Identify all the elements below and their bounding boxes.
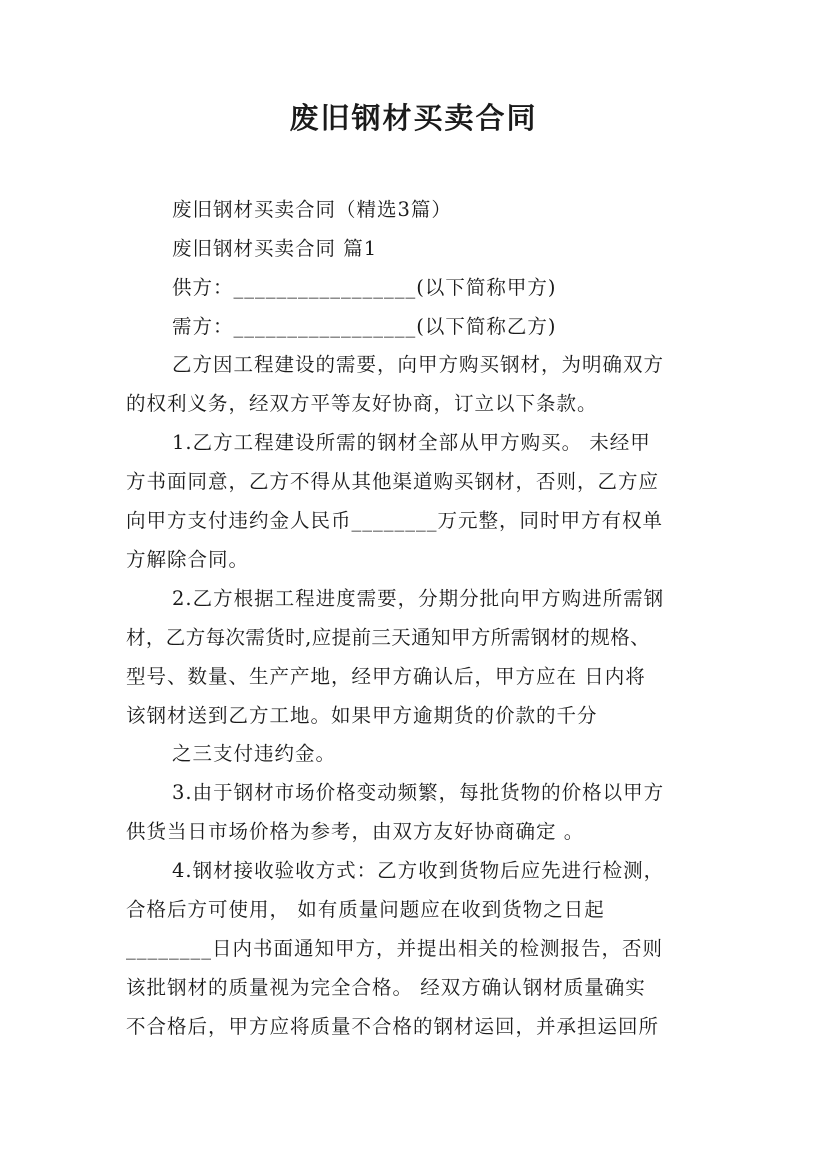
clause-4-line: 4.钢材接收验收方式：乙方收到货物后应先进行检测， [172, 859, 665, 882]
clause-3-line: 供货当日市场价格为参考，由双方友好协商确定 。 [126, 820, 585, 843]
clause-4-line: 该批钢材的质量视为完全合格。 经双方确认钢材质量确实 [126, 976, 646, 999]
clause-2-line: 型号、数量、生产产地，经甲方确认后，甲方应在 日内将 [126, 665, 646, 688]
clause-1-line: 1.乙方工程建设所需的钢材全部从甲方购买。 未经甲 [172, 431, 651, 454]
clause-2-line: 该钢材送到乙方工地。如果甲方逾期货的价款的千分 [126, 704, 598, 727]
clause-2-line: 之三支付违约金。 [172, 742, 337, 765]
paragraph-line: 的权利义务，经双方平等友好协商，订立以下条款。 [126, 392, 598, 415]
clause-1-line: 方书面同意，乙方不得从其他渠道购买钢材，否则，乙方应 [126, 470, 660, 493]
supplier-line: 供方：_________________(以下简称甲方) [172, 276, 557, 299]
buyer-line: 需方：_________________(以下简称乙方) [172, 315, 557, 338]
clause-1-line: 方解除合同。 [126, 548, 250, 571]
clause-2-line: 2.乙方根据工程进度需要，分期分批向甲方购进所需钢 [172, 587, 665, 610]
clause-1-line: 向甲方支付违约金人民币________万元整，同时甲方有权单 [126, 509, 664, 532]
paragraph-line: 乙方因工程建设的需要，向甲方购买钢材，为明确双方 [172, 353, 665, 376]
clause-4-line: 合格后方可使用， 如有质量问题应在收到货物之日起 [126, 898, 605, 921]
section-heading: 废旧钢材买卖合同 篇1 [172, 237, 378, 260]
clause-4-line: ________日内书面通知甲方，并提出相关的检测报告，否则 [126, 937, 664, 960]
clause-2-line: 材，乙方每次需货时,应提前三天通知甲方所需钢材的规格、 [126, 626, 650, 649]
document-title: 废旧钢材买卖合同 [289, 101, 538, 135]
clause-3-line: 3.由于钢材市场价格变动频繁，每批货物的价格以甲方 [172, 781, 665, 804]
subtitle-line: 废旧钢材买卖合同（精选3篇） [172, 198, 452, 221]
clause-4-line: 不合格后，甲方应将质量不合格的钢材运回，并承担运回所 [126, 1015, 660, 1038]
